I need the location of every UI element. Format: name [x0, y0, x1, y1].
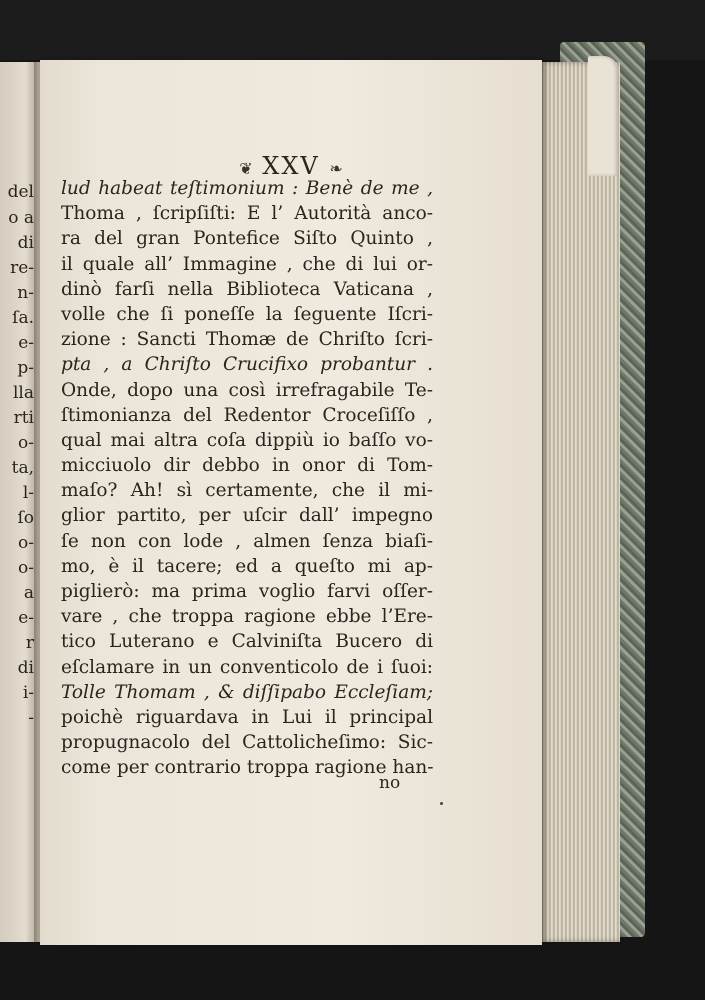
page-edges	[540, 62, 620, 942]
left-fragment: di	[17, 658, 34, 678]
text-line: lud habeat teſtimonium : Benè de me ,	[61, 178, 433, 199]
text-line: micciuolo dir debbo in onor di Tom-	[61, 455, 433, 477]
page-number: XXV	[262, 152, 320, 180]
left-fragment: o-	[18, 533, 34, 553]
text-line: poichè riguardava in Lui il principal	[61, 706, 433, 728]
text-line: mo, è il tacere; ed a queſto mi ap-	[61, 555, 433, 577]
text-line: zione : Sancti Thomæ de Chriſto ſcri-	[61, 329, 433, 351]
left-fragment: o a	[8, 208, 34, 228]
page-edge-tab	[588, 56, 618, 176]
text-line: il quale all’ Immagine , che di lui or-	[61, 253, 433, 275]
text-line: eſclamare in un conventicolo de i ſuoi:	[61, 656, 433, 678]
left-fragment: r	[25, 633, 34, 653]
text-line: come per contrario troppa ragione han-	[61, 757, 434, 779]
left-fragment: o-	[18, 433, 34, 453]
left-fragment: n-	[17, 283, 34, 303]
left-fragment: ta,	[11, 458, 34, 478]
left-fragment: rti	[13, 408, 34, 428]
left-page	[0, 62, 36, 942]
left-fragment: -	[28, 708, 34, 728]
paper-speck	[440, 802, 443, 805]
text-line: tico Luterano e Calviniſta Bucero di	[61, 631, 433, 653]
text-line: Thoma , ſcripſiſti: E l’ Autorità anco-	[61, 203, 433, 225]
left-fragment: o-	[18, 558, 34, 578]
left-fragment: del	[7, 182, 34, 202]
catchword: no	[379, 773, 401, 793]
left-fragment: p-	[17, 358, 34, 378]
right-ornament-icon: ❧	[329, 159, 343, 178]
left-fragment: ſo	[17, 508, 34, 528]
left-fragment: re-	[10, 258, 34, 278]
left-fragment: e-	[18, 608, 34, 628]
body-text	[61, 176, 433, 781]
text-line: vare , che troppa ragione ebbe l’Ere-	[61, 606, 433, 628]
left-fragment: i-	[22, 683, 34, 703]
right-page	[40, 60, 542, 945]
text-line: qual mai altra coſa dippiù io baſſo vo-	[61, 429, 433, 451]
text-line: maſo? Ah! sì certamente, che il mi-	[61, 480, 433, 502]
text-line: ſtimonianza del Redentor Croceſiſſo ,	[61, 404, 433, 426]
text-line: dinò farſi nella Biblioteca Vaticana ,	[61, 278, 433, 300]
text-line: glior partito, per uſcir dall’ impegno	[61, 505, 433, 527]
text-line: ra del gran Pontefice Siſto Quinto ,	[61, 228, 433, 250]
left-ornament-icon: ❦	[239, 159, 253, 178]
left-fragment: e-	[18, 333, 34, 353]
text-line: Tolle Thomam , & diſſipabo Eccleſiam;	[61, 681, 433, 703]
text-line: volle che ſi poneſſe la ſeguente Iſcri-	[61, 303, 433, 325]
left-fragment: lla	[12, 383, 34, 403]
text-line: piglierò: ma prima voglio farvi oſſer-	[61, 581, 433, 602]
text-line: propugnacolo del Cattolicheſimo: Sic-	[61, 732, 433, 754]
left-fragment: a	[23, 583, 34, 603]
text-line: Onde, dopo una così irrefragabile Te-	[61, 379, 433, 401]
text-line: ſe non con lode , almen ſenza biaſi-	[61, 530, 433, 552]
left-fragment: ſa.	[12, 308, 34, 328]
text-line: pta , a Chriſto Crucifixo probantur .	[61, 354, 433, 376]
left-fragment: di	[17, 233, 34, 253]
left-fragment: l-	[22, 483, 34, 503]
